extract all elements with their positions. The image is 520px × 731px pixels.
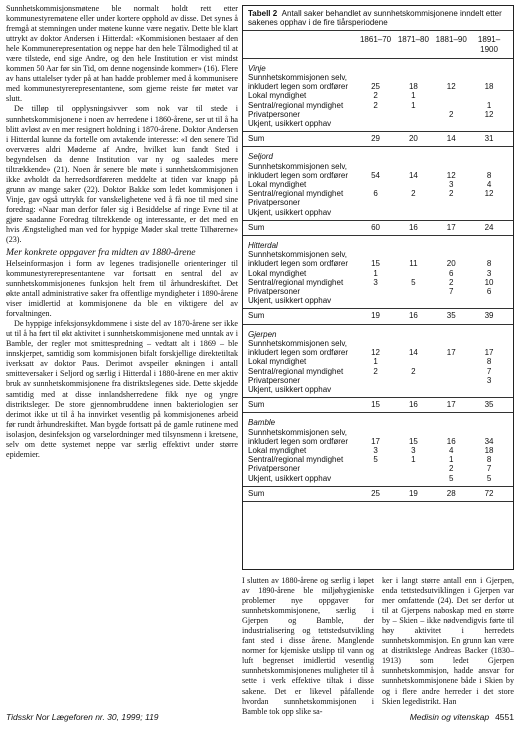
sum-row bbox=[243, 220, 513, 236]
sum-cell: 35 bbox=[484, 400, 494, 410]
table-cell bbox=[432, 357, 470, 366]
row-label: Sunnhetskommisjonen selv, bbox=[248, 338, 348, 348]
table-cell: 7 bbox=[486, 366, 492, 376]
table-row bbox=[248, 455, 508, 464]
paragraph: I slutten av 1880-årene og særlig i løpet av 1890-årene ble miljøhygieniske problemer nye oppgaver for sunnhetskommisjonene, særlig i Gjerpen og Bamble, der industrialisering og tettstedsutvikling fant sted i disse årene. Manglende normer for kjemiske utslipp til vann og luft begrenset imidlertid vesentlig sunnhetskommisjonenes muligheter til å sette i verk effektive tiltak i disse sakene. Det er likevel påfallende hvordan sunnhetskommisjonen i Bamble tok opp slike sa- bbox=[242, 576, 374, 716]
table-row bbox=[248, 119, 508, 128]
column-header: 1881–90 bbox=[435, 35, 467, 45]
sum-label: Sum bbox=[248, 488, 265, 498]
table-cell: 18 bbox=[484, 82, 494, 92]
sum-cell: 28 bbox=[446, 488, 456, 498]
table-cell bbox=[394, 269, 432, 278]
table-cell: 3 bbox=[486, 375, 492, 385]
row-label: Sunnhetskommisjonen selv, bbox=[248, 73, 348, 83]
page-footer bbox=[6, 712, 514, 722]
table-cell bbox=[394, 474, 432, 483]
row-label: Lokal myndighet bbox=[248, 91, 307, 101]
table-cell bbox=[357, 339, 395, 348]
row-label: inkludert legen som ordfører bbox=[248, 348, 349, 358]
table-cell bbox=[470, 296, 508, 305]
table-cell: 25 bbox=[371, 82, 381, 92]
row-label: Lokal myndighet bbox=[248, 357, 307, 367]
table-cell: 15 bbox=[408, 436, 418, 446]
paragraph: ker i langt større antall enn i Gjerpen, enda tettstedsutviklingen i Gjerpen var mer omfattende (24). Det ser derfor ut til at Gjerpens naboskap med en større by – Skien – ikke nødvendigvis førte til høy aktivitet i herredets sunnhetskommisjon. En grunn kan være at distriktslege Andreas Backer (1830–1913) som ledet Gjerpen sunnhetskommisjon, hadde ansvar for sunnhetskommisjonene både i Skien by og i flere andre herreder i det store Skien legedistrikt. Han bbox=[382, 576, 514, 706]
table-cell: 1 bbox=[373, 268, 378, 278]
table-cell: 5 bbox=[373, 455, 378, 465]
table-cell bbox=[357, 73, 395, 82]
table-section bbox=[243, 241, 513, 305]
table-cell: 12 bbox=[446, 82, 456, 92]
table-cell bbox=[357, 474, 395, 483]
table-cell: 54 bbox=[371, 170, 381, 180]
row-label: Privatpersoner bbox=[248, 287, 301, 297]
table-cell: 11 bbox=[409, 259, 418, 269]
table-row bbox=[248, 208, 508, 217]
section-name: Gjerpen bbox=[248, 329, 277, 339]
row-label: Lokal myndighet bbox=[248, 180, 307, 190]
table-cell bbox=[470, 385, 508, 394]
sum-label: Sum bbox=[248, 311, 265, 321]
table-cell: 5 bbox=[411, 277, 416, 287]
table-cell bbox=[357, 287, 395, 296]
row-label: inkludert legen som ordfører bbox=[248, 82, 349, 92]
table-row bbox=[248, 385, 508, 394]
table-cell bbox=[432, 376, 470, 385]
table-cell: 1 bbox=[449, 455, 454, 465]
table-cell bbox=[432, 119, 470, 128]
table-cell: 8 bbox=[486, 259, 492, 269]
sum-cell: 24 bbox=[484, 222, 494, 232]
sum-row bbox=[243, 486, 513, 502]
table-row bbox=[248, 91, 508, 100]
table-cell bbox=[394, 428, 432, 437]
row-label: inkludert legen som ordfører bbox=[248, 436, 349, 446]
table-cell: 14 bbox=[408, 170, 418, 180]
table-cell bbox=[394, 119, 432, 128]
table-cell: 7 bbox=[449, 287, 454, 297]
table-cell: 1 bbox=[486, 100, 492, 110]
table-cell bbox=[432, 296, 470, 305]
table-cell bbox=[394, 376, 432, 385]
column-header: 1891–1900 bbox=[477, 35, 501, 54]
table-cell bbox=[432, 208, 470, 217]
table-section bbox=[243, 64, 513, 128]
journal-citation: Tidsskr Nor Lægeforen nr. 30, 1999; 119 bbox=[6, 712, 159, 722]
footer-right bbox=[410, 712, 514, 722]
table-cell bbox=[394, 250, 432, 259]
sum-cell: 17 bbox=[446, 222, 456, 232]
table-section bbox=[243, 330, 513, 394]
table-row bbox=[248, 376, 508, 385]
table-cell: 3 bbox=[486, 268, 492, 278]
sum-row bbox=[243, 308, 513, 324]
row-label: Ukjent, usikkert opphav bbox=[248, 296, 332, 306]
table-cell bbox=[470, 250, 508, 259]
row-label: Privatpersoner bbox=[248, 375, 301, 385]
table-cell bbox=[470, 119, 508, 128]
sum-cell: 14 bbox=[446, 134, 456, 144]
table-cell: 17 bbox=[371, 436, 381, 446]
table-cell bbox=[394, 287, 432, 296]
row-label: Ukjent, usikkert opphav bbox=[248, 384, 332, 394]
table-cell bbox=[394, 110, 432, 119]
sum-label: Sum bbox=[248, 222, 265, 232]
table-cell bbox=[432, 385, 470, 394]
section-name: Vinje bbox=[248, 63, 266, 73]
table-row bbox=[248, 446, 508, 455]
left-text-column bbox=[6, 4, 238, 460]
table-cell: 2 bbox=[449, 277, 454, 287]
table-cell bbox=[357, 250, 395, 259]
table-cell bbox=[357, 464, 395, 473]
table-cell: 34 bbox=[484, 436, 494, 446]
table-cell: 17 bbox=[446, 348, 456, 358]
table-cell: 17 bbox=[484, 348, 494, 358]
table-cell bbox=[357, 119, 395, 128]
table-row bbox=[248, 367, 508, 376]
row-label: Ukjent, usikkert opphav bbox=[248, 207, 332, 217]
table-cell: 2 bbox=[449, 109, 454, 119]
row-label: inkludert legen som ordfører bbox=[248, 259, 349, 269]
row-label: Lokal myndighet bbox=[248, 445, 307, 455]
paragraph: De hyppige infeksjonsykdommene i siste del av 1870-årene ser ikke ut til å ha ført til økt aktivitet i sunnhetskommisjonene med unntak av i Bamble, der regler mot smittespredning – vedtatt alt i 1869 – ble innskjerpet, samtidig som kommisjonen bifalt forskjellige direktetiltak iverksatt av doktor Paus. Derimot avspeiler økningen i antall smitteversaker i Seljord og særlig i Hitterdal i 1880-årene en mer aktiv bruk av sunnhetskommisjonene fra distriktslegenes side. Dette skjedde samtidig med at disse innlandsherredene fikk nye og yngre distriktsleger. De store gjennombruddene innen bakteriologien ser derimot ikke ut til å ha innvirket vesentlig på kommisjonenes arbeid før rundt århundreskiftet. Man bygde fortsatt på de gamle rutinene med isolasjon, desinfeksjon og varselordninger med tilsynsmenn i kretsene, selv om dette systemet neppe var særlig effektivt under større epidemier. bbox=[6, 319, 238, 459]
table-cell: 5 bbox=[449, 473, 454, 483]
table-cell: 3 bbox=[411, 445, 416, 455]
table-cell bbox=[432, 73, 470, 82]
sum-cell: 19 bbox=[371, 311, 381, 321]
table-cell bbox=[357, 162, 395, 171]
table-row bbox=[248, 464, 508, 473]
sum-cell: 16 bbox=[408, 311, 418, 321]
table-row bbox=[248, 339, 508, 348]
table-cell bbox=[432, 162, 470, 171]
sum-cell: 16 bbox=[408, 400, 418, 410]
table-section bbox=[243, 418, 513, 482]
table-cell: 8 bbox=[486, 170, 492, 180]
table-cell bbox=[357, 296, 395, 305]
table-cell bbox=[394, 339, 432, 348]
table-cell bbox=[357, 428, 395, 437]
table-cell: 2 bbox=[449, 189, 454, 199]
sum-cell: 20 bbox=[408, 134, 418, 144]
table-row bbox=[248, 259, 508, 268]
page-number: 4551 bbox=[495, 712, 514, 722]
section-name: Hitterdal bbox=[248, 241, 278, 251]
table-cell: 1 bbox=[411, 91, 416, 101]
table-row bbox=[248, 250, 508, 259]
table-cell bbox=[470, 162, 508, 171]
row-label: Privatpersoner bbox=[248, 109, 301, 119]
table-cell: 16 bbox=[446, 436, 456, 446]
table-cell bbox=[470, 339, 508, 348]
table-row bbox=[248, 357, 508, 366]
table-cell bbox=[432, 367, 470, 376]
row-label: Privatpersoner bbox=[248, 198, 301, 208]
table-cell: 7 bbox=[486, 464, 492, 474]
table-cell bbox=[357, 198, 395, 207]
table-cell: 4 bbox=[486, 180, 492, 190]
table-cell: 6 bbox=[373, 189, 378, 199]
table-cell bbox=[394, 385, 432, 394]
table-caption-text: Antall saker behandlet av sunnhetskommisjonene inndelt etter sakenes opphav i de fire tiårsperiodene bbox=[248, 9, 502, 28]
sum-cell: 19 bbox=[408, 488, 418, 498]
table-row bbox=[248, 171, 508, 180]
table-cell: 3 bbox=[449, 180, 454, 190]
table-cell: 8 bbox=[486, 455, 492, 465]
table-row bbox=[248, 287, 508, 296]
table-row bbox=[248, 428, 508, 437]
row-label: inkludert legen som ordfører bbox=[248, 170, 349, 180]
table-cell bbox=[394, 180, 432, 189]
table-cell bbox=[432, 428, 470, 437]
table-section bbox=[243, 152, 513, 216]
row-label: Sunnhetskommisjonen selv, bbox=[248, 427, 348, 437]
table-row bbox=[248, 296, 508, 305]
row-label: Sentral/regional myndighet bbox=[248, 366, 344, 376]
table-cell: 20 bbox=[446, 259, 456, 269]
row-label: Sunnhetskommisjonen selv, bbox=[248, 250, 348, 260]
sum-row bbox=[243, 131, 513, 147]
table-cell: 6 bbox=[486, 287, 492, 297]
row-label: Ukjent, usikkert opphav bbox=[248, 473, 332, 483]
table-cell bbox=[394, 73, 432, 82]
table-row bbox=[248, 110, 508, 119]
table-row bbox=[248, 278, 508, 287]
column-header: 1861–70 bbox=[359, 35, 392, 45]
section-name: Seljord bbox=[248, 152, 273, 162]
sum-row bbox=[243, 397, 513, 413]
section-name: Bamble bbox=[248, 418, 276, 428]
table-row bbox=[248, 198, 508, 207]
row-label: Ukjent, usikkert opphav bbox=[248, 119, 332, 129]
table-cell bbox=[394, 296, 432, 305]
table-cell: 1 bbox=[373, 357, 378, 367]
table-number: Tabell 2 bbox=[248, 9, 278, 18]
column-header: 1871–80 bbox=[397, 35, 429, 45]
table-cell bbox=[432, 250, 470, 259]
table-cell bbox=[470, 428, 508, 437]
table-cell: 2 bbox=[411, 189, 416, 199]
table-cell bbox=[470, 208, 508, 217]
table-cell: 12 bbox=[371, 348, 381, 358]
sum-cell: 60 bbox=[371, 222, 381, 232]
table-cell bbox=[357, 208, 395, 217]
table-cell bbox=[357, 385, 395, 394]
section-heading: Mer konkrete oppgaver fra midten av 1880-årene bbox=[6, 247, 196, 259]
sum-cell: 17 bbox=[446, 400, 456, 410]
row-label: Sentral/regional myndighet bbox=[248, 455, 344, 465]
table-cell: 6 bbox=[449, 268, 454, 278]
table-row bbox=[248, 180, 508, 189]
section-label: Medisin og vitenskap bbox=[409, 712, 490, 722]
table-cell bbox=[432, 91, 470, 100]
paragraph: Helseinformasjon i form av legenes tradisjonelle orienteringer til kommunestyrerepresentantene var fortsatt en sentral del av sunnhetskommisjonenes funksjon helt frem til århundreskiftet. Det økte antall administrative saker fra offentlige myndigheter i 1890-årene viser imidlertid at kommisjonene da ble en viktigere del av forvaltningen. bbox=[6, 258, 238, 319]
table-cell: 3 bbox=[373, 445, 378, 455]
table-cell: 18 bbox=[484, 445, 494, 455]
table-cell bbox=[357, 376, 395, 385]
table-cell bbox=[394, 162, 432, 171]
table-row bbox=[248, 189, 508, 198]
sum-label: Sum bbox=[248, 400, 265, 410]
table-cell: 15 bbox=[371, 259, 381, 269]
table-cell bbox=[432, 198, 470, 207]
table-caption bbox=[243, 6, 513, 31]
sum-cell: 15 bbox=[371, 400, 381, 410]
sum-cell: 16 bbox=[408, 222, 418, 232]
table-row bbox=[248, 474, 508, 483]
sum-cell: 25 bbox=[371, 488, 381, 498]
table-row bbox=[248, 73, 508, 82]
table-cell: 1 bbox=[411, 100, 416, 110]
table-cell bbox=[394, 357, 432, 366]
row-label: Sentral/regional myndighet bbox=[248, 189, 344, 199]
table-cell bbox=[432, 101, 470, 110]
row-label: Sentral/regional myndighet bbox=[248, 277, 344, 287]
table-cell bbox=[470, 198, 508, 207]
table-cell: 2 bbox=[449, 464, 454, 474]
table-row bbox=[248, 348, 508, 357]
table-cell: 2 bbox=[373, 100, 378, 110]
row-label: Sunnhetskommisjonen selv, bbox=[248, 161, 348, 171]
table-body bbox=[243, 64, 513, 502]
sum-label: Sum bbox=[248, 134, 265, 144]
table-cell: 2 bbox=[373, 366, 378, 376]
table-cell: 10 bbox=[484, 277, 494, 287]
table-cell: 4 bbox=[449, 445, 454, 455]
row-label: Lokal myndighet bbox=[248, 268, 307, 278]
table-header bbox=[243, 31, 513, 58]
table-cell: 1 bbox=[411, 455, 416, 465]
table-cell: 12 bbox=[484, 109, 494, 119]
table-row bbox=[248, 101, 508, 110]
sum-cell: 39 bbox=[484, 311, 494, 321]
table-cell: 18 bbox=[408, 82, 418, 92]
table-cell bbox=[394, 208, 432, 217]
table-cell: 8 bbox=[486, 357, 492, 367]
table-row bbox=[248, 82, 508, 91]
table-cell: 12 bbox=[484, 189, 494, 199]
table-cell bbox=[394, 464, 432, 473]
row-label: Privatpersoner bbox=[248, 464, 301, 474]
table-row bbox=[248, 162, 508, 171]
paragraph: De tilløp til opplysningsivver som nok var til stede i sunnhetskommisjonene i noen av herredene i 1860-årene, ser ut til å ha blitt avløst av en mer resignert holdning i 1870-årene. Doktor Andersen i Hitterdal kunne da fortelle om avtakende interesse: «I den senere Tid overværes aldri Møderne af Andre, hvilket kun fandt Sted i begyndelsen da denne Institution var ny og saaledes mere tiltrækkende» (21). Noen år senere ble møte i sunnhetskommisjonen ikke avholdt da herredsordføreren meddelte at tiden var knapp på grunn av mange saker (22). Doktor Bakke som ledet kommisjonen i Vinje, gav også uttrykk for vanskelighetene ved å få noe til med sine foredrag: «Naar man derfor føler sig i Besiddelse af ringe Evne til at gjøre saadanne Foredrag tiltrekkende og interessante, er det med en hvis Ængstelighed man ved for hyppige Møder skal trette Tilhørerne» (23). bbox=[6, 104, 238, 245]
table-cell bbox=[357, 180, 395, 189]
table-cell bbox=[432, 339, 470, 348]
table-cell bbox=[470, 91, 508, 100]
data-table bbox=[242, 5, 514, 570]
table-cell bbox=[470, 73, 508, 82]
table-cell bbox=[394, 198, 432, 207]
table-cell: 3 bbox=[373, 277, 378, 287]
table-row bbox=[248, 437, 508, 446]
table-cell: 14 bbox=[408, 348, 418, 358]
bottom-text-columns bbox=[242, 576, 514, 717]
sum-cell: 35 bbox=[446, 311, 456, 321]
table-cell bbox=[357, 110, 395, 119]
table-cell: 5 bbox=[486, 473, 492, 483]
table-cell: 2 bbox=[373, 91, 378, 101]
table-row bbox=[248, 269, 508, 278]
table-cell: 2 bbox=[411, 366, 416, 376]
row-label: Sentral/regional myndighet bbox=[248, 100, 344, 110]
sum-cell: 29 bbox=[371, 134, 381, 144]
sum-cell: 31 bbox=[484, 134, 494, 144]
table-cell: 12 bbox=[446, 170, 456, 180]
sum-cell: 72 bbox=[484, 488, 494, 498]
paragraph: Sunnhetskommisjonsmøtene ble normalt holdt rett etter kommunestyremøtene eller under kortere opphold av disse. Det synes å fremgå at stemningen under møtene kunne være negativ. Dette ble klart uttrykt av doktor Andersen i Hitterdal: «Kommisionen bestaaer af den hele Kommunerepresentation og neppe har den hele Tålmodighed til at være tilstede, end sige Andre, og den hele Institution er vist mindst kommen 50 Aar før sin Tid, om denne nogensinde kommer» (16). Flere av hans uttalelser tyder på at han hadde problemer med å kommunisere med kommunestyrerepresentantene, som gjerne reiste før møtet var slutt. bbox=[6, 4, 238, 104]
